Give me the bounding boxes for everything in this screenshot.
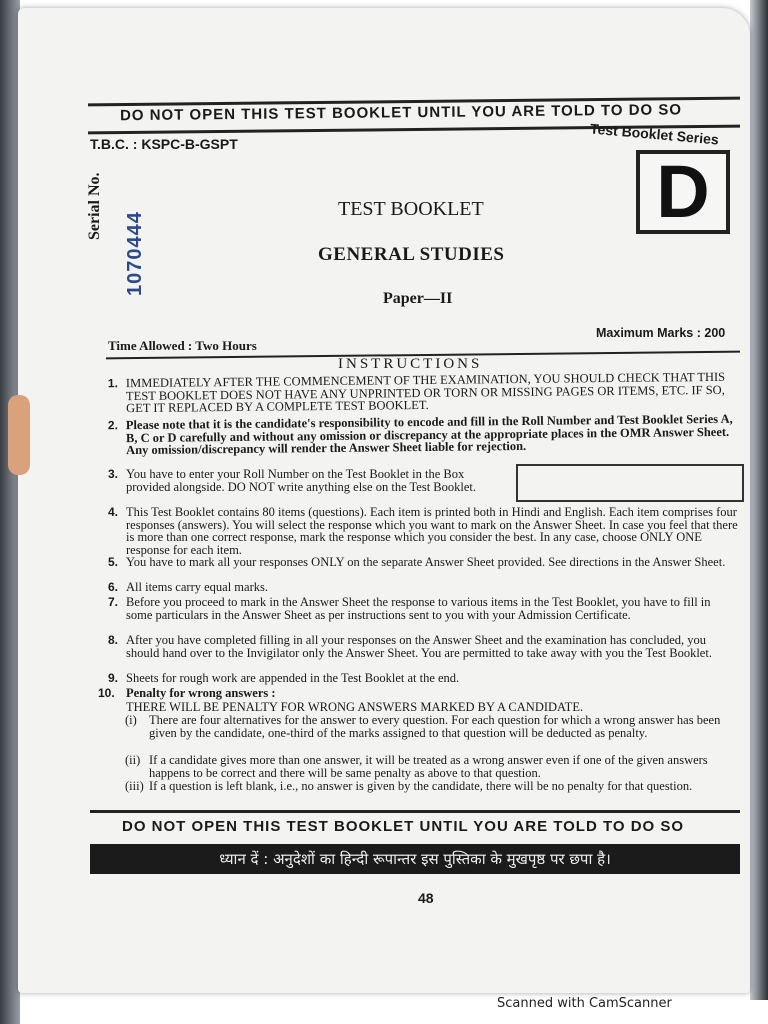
- item-text: IMMEDIATELY AFTER THE COMMENCEMENT OF THE EXAMINATION, YOU SHOULD CHECK THAT THIS TEST BOOKLET DOES NOT HAVE ANY UNPRINTED OR TORN OR MISSING PAGES OR ITEMS, ETC. IF SO, GET IT REPLACED BY A COMPLETE TEST BOOKLET.: [125, 369, 726, 416]
- bottom-banner: DO NOT OPEN THIS TEST BOOKLET UNTIL YOU ARE TOLD TO DO SO: [122, 818, 685, 835]
- roll-number-box[interactable]: [516, 464, 744, 502]
- instruction-item: [108, 371, 740, 415]
- item-text: All items carry equal marks.: [126, 580, 268, 594]
- penalty-number: (ii): [125, 753, 141, 767]
- time-allowed: Time Allowed : Two Hours: [108, 338, 257, 353]
- instruction-item: [108, 556, 740, 569]
- instruction-item: [108, 413, 740, 457]
- serial-number: 1070444: [124, 211, 146, 296]
- penalty-item: [125, 780, 737, 793]
- penalty-text: If a candidate gives more than one answer, it will be treated as a wrong answer even if one of the given answers happens to be correct and there will be same penalty as above to that question.: [149, 753, 708, 780]
- subject-title: GENERAL STUDIES: [318, 244, 505, 265]
- item-text: After you have completed filling in all your responses on the Answer Sheet and the examination has concluded, you should hand over to the Invigilator only the Answer Sheet. You are permitted to take away with you the Test Booklet.: [126, 633, 712, 660]
- instruction-item: [108, 468, 508, 493]
- instruction-item: [108, 672, 740, 685]
- penalty-text: There are four alternatives for the answer to every question. For each question for which a wrong answer has been given by the candidate, one-third of the marks assigned to that question will be deducted as penalty.: [149, 713, 721, 740]
- item-text: Penalty for wrong answers :: [126, 686, 276, 700]
- item-number: 10.: [98, 686, 115, 700]
- item-text: You have to mark all your responses ONLY on the separate Answer Sheet provided. See directions in the Answer Sheet.: [126, 555, 726, 569]
- item-number: 5.: [108, 555, 119, 569]
- maximum-marks: Maximum Marks : 200: [596, 326, 726, 340]
- item-text: You have to enter your Roll Number on the Test Booklet in the Box provided alongside. DO NOT write anything else on the Test Booklet.: [126, 467, 476, 494]
- item-number: 2.: [107, 418, 118, 433]
- item-text: Before you proceed to mark in the Answer Sheet the response to various items in the Test Booklet, you have to fill in some particulars in the Answer Sheet as per instructions sent to you with your Admission Certificate.: [126, 595, 711, 622]
- item-number: 8.: [108, 633, 119, 647]
- item-text: This Test Booklet contains 80 items (questions). Each item is printed both in Hindi and English. Each item comprises four responses (answers). You will select the response which you want to mark on the Answer Sheet. In case you feel that there is more than one correct response, mark the response which you consider the best. In any case, choose ONLY ONE response for each item.: [126, 505, 738, 557]
- item-text: Please note that it is the candidate's responsibility to encode and fill in the Roll Number and Test Booklet Series A, B, C or D carefully and without any omission or discrepancy at the appropriate places in the OMR Answer Sheet. Any omission/discrepancy will render the Answer Sheet liable for rejection.: [125, 411, 733, 458]
- instruction-item: [108, 506, 740, 556]
- penalty-text: If a question is left blank, i.e., no answer is given by the candidate, there will be no penalty for that question.: [149, 779, 693, 793]
- item-number: 7.: [108, 595, 119, 609]
- penalty-number: (i): [125, 713, 137, 727]
- penalty-number: (iii): [125, 779, 144, 793]
- item-number: 6.: [108, 580, 119, 594]
- instructions-heading: INSTRUCTIONS: [338, 356, 483, 372]
- instruction-item: [108, 581, 740, 594]
- series-label: Test Booklet Series: [589, 120, 720, 148]
- item-number: 1.: [107, 376, 118, 391]
- penalty-item: [125, 754, 737, 779]
- photo-background-left: [0, 0, 20, 1024]
- scanner-watermark: Scanned with CamScanner: [497, 996, 672, 1011]
- item-number: 4.: [108, 505, 119, 519]
- instruction-item: [108, 634, 740, 659]
- paper-title: Paper—II: [383, 290, 453, 307]
- instruction-item: [98, 686, 740, 700]
- tbc-code: T.B.C. : KSPC-B-GSPT: [90, 136, 238, 152]
- bottom-rule: [90, 810, 740, 813]
- instruction-item: [108, 596, 740, 621]
- penalty-intro: THERE WILL BE PENALTY FOR WRONG ANSWERS MARKED BY A CANDIDATE.: [126, 700, 584, 714]
- item-number: 3.: [108, 467, 119, 481]
- booklet-title: TEST BOOKLET: [338, 198, 484, 220]
- thumb-in-photo: [8, 395, 30, 475]
- item-number: 9.: [108, 671, 119, 685]
- penalty-item: [125, 714, 737, 739]
- hindi-note-bar: ध्यान दें : अनुदेशों का हिन्दी रूपान्तर इस पुस्तिका के मुखपृष्ठ पर छपा है।: [90, 844, 740, 874]
- page-number: 48: [418, 890, 434, 906]
- top-banner: DO NOT OPEN THIS TEST BOOKLET UNTIL YOU ARE TOLD TO DO SO: [119, 101, 683, 125]
- series-letter-box: D: [636, 150, 730, 234]
- photo-background-right: [750, 0, 768, 1000]
- item-text: Sheets for rough work are appended in the Test Booklet at the end.: [126, 671, 460, 685]
- serial-label: Serial No.: [86, 172, 103, 240]
